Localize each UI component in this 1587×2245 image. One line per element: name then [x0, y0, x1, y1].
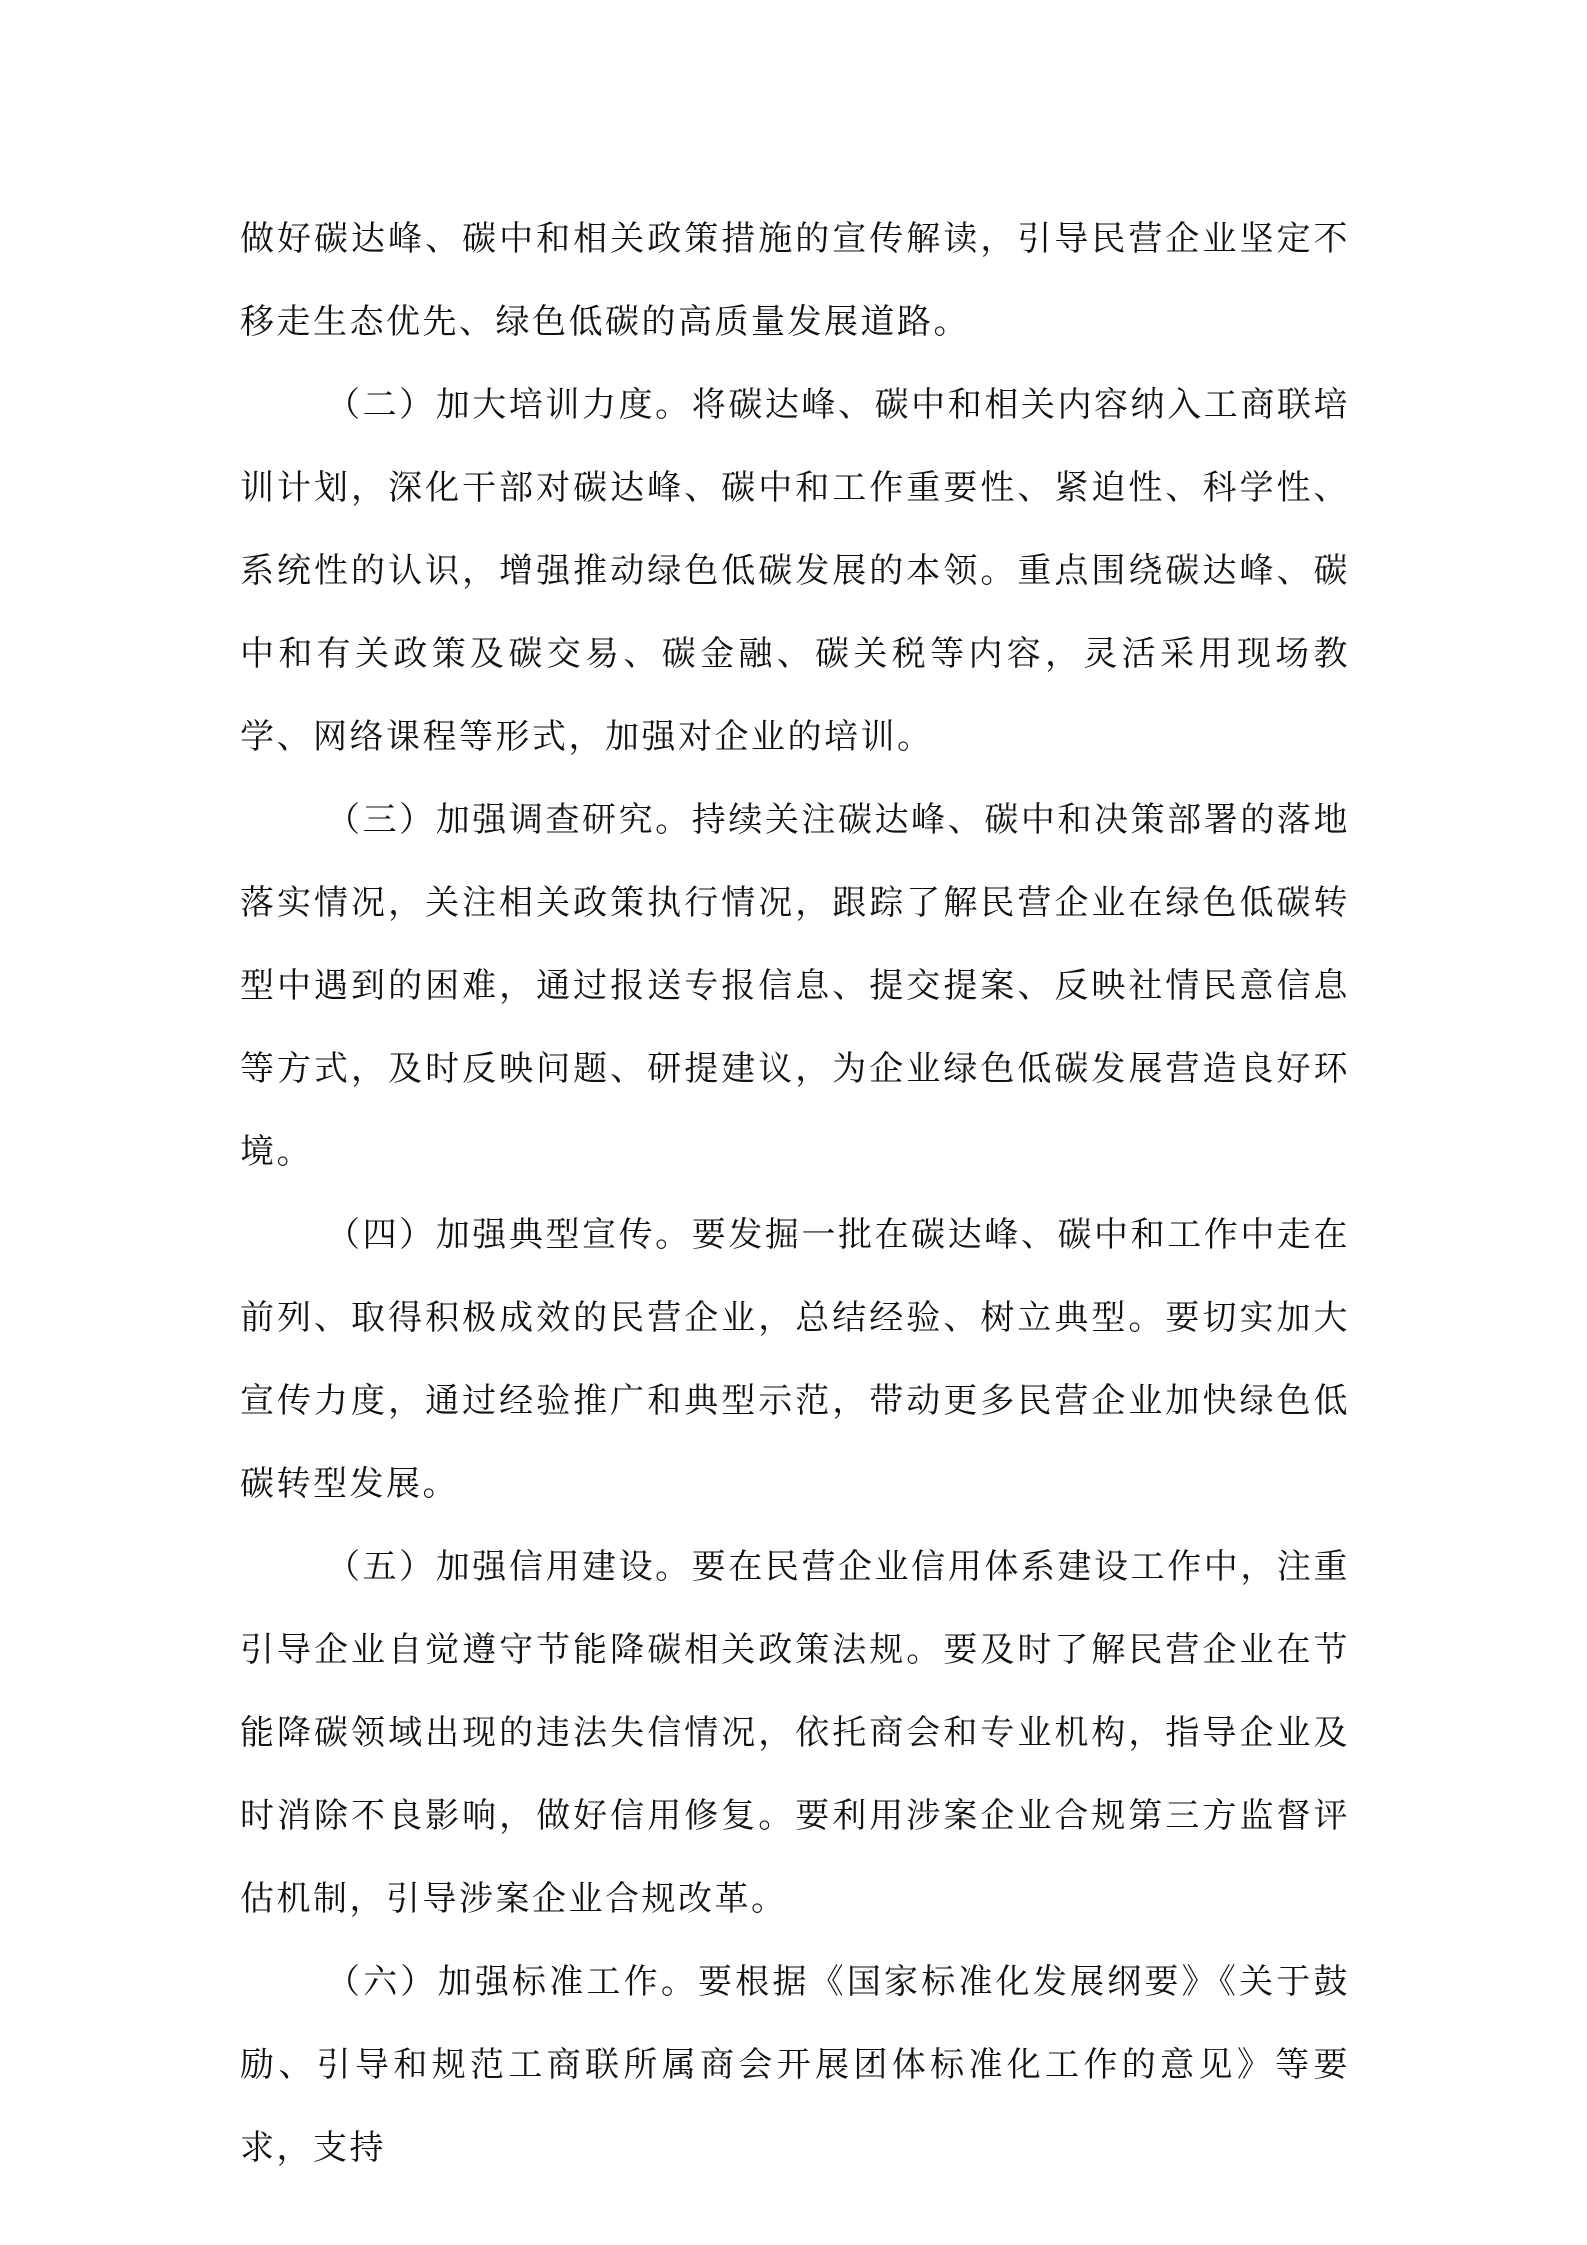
paragraph-continuation: 做好碳达峰、碳中和相关政策措施的宣传解读，引导民营企业坚定不移走生态优先、绿色低碳的高质量发展道路。 — [240, 219, 1350, 342]
paragraph-research: （三）加强调查研究。持续关注碳达峰、碳中和决策部署的落地落实情况，关注相关政策执行情况，跟踪了解民营企业在绿色低碳转型中遇到的困难，通过报送专报信息、提交提案、反映社情民意信息等方式，及时反映问题、研提建议，为企业绿色低碳发展营造良好环境。 — [240, 800, 1350, 1172]
document-body — [240, 198, 1350, 2190]
paragraph-publicity: （四）加强典型宣传。要发掘一批在碳达峰、碳中和工作中走在前列、取得积极成效的民营企业，总结经验、树立典型。要切实加大宣传力度，通过经验推广和典型示范，带动更多民营企业加快绿色低碳转型发展。 — [240, 1215, 1350, 1504]
paragraph-standards: （六）加强标准工作。要根据《国家标准化发展纲要》《关于鼓励、引导和规范工商联所属商会开展团体标准化工作的意见》等要求，支持 — [240, 1962, 1350, 2168]
paragraph-credit: （五）加强信用建设。要在民营企业信用体系建设工作中，注重引导企业自觉遵守节能降碳相关政策法规。要及时了解民营企业在节能降碳领域出现的违法失信情况，依托商会和专业机构，指导企业及时消除不良影响，做好信用修复。要利用涉案企业合规第三方监督评估机制，引导涉案企业合规改革。 — [240, 1547, 1350, 1919]
paragraph-training: （二）加大培训力度。将碳达峰、碳中和相关内容纳入工商联培训计划，深化干部对碳达峰、碳中和工作重要性、紧迫性、科学性、系统性的认识，增强推动绿色低碳发展的本领。重点围绕碳达峰、碳中和有关政策及碳交易、碳金融、碳关税等内容，灵活采用现场教学、网络课程等形式，加强对企业的培训。 — [240, 385, 1350, 757]
